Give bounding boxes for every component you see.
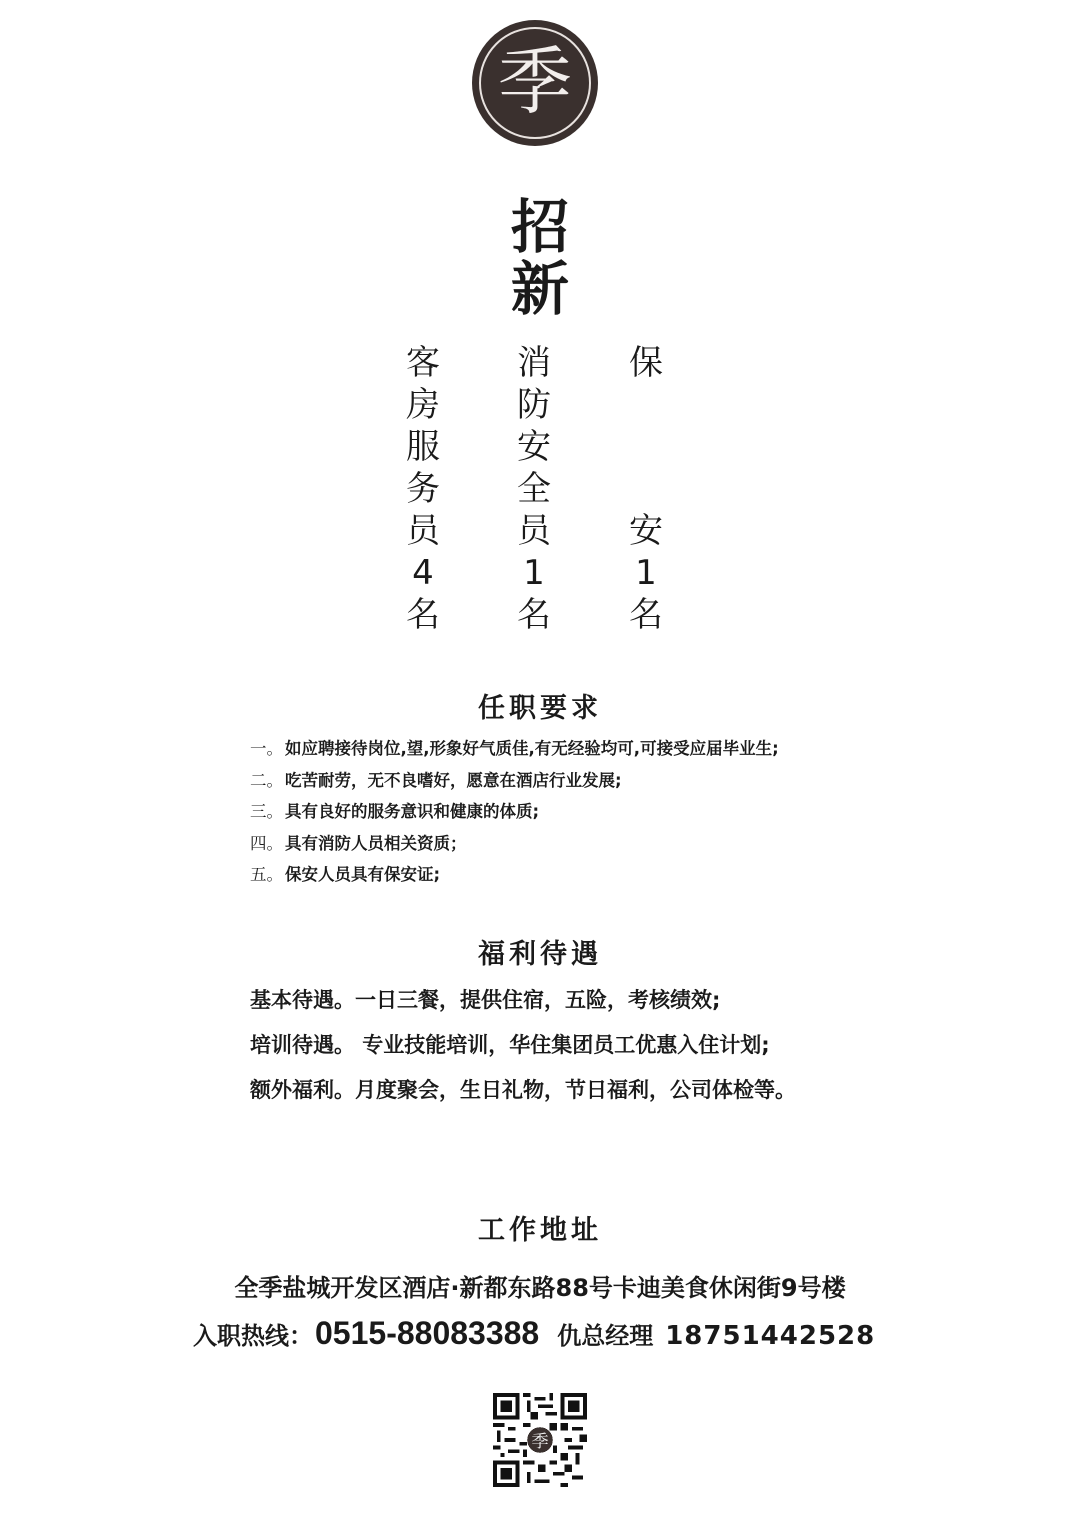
benefits-list xyxy=(250,983,796,1118)
position-count: 1 xyxy=(523,553,545,593)
requirement-item: 四。 具有消防人员相关资质； xyxy=(250,833,467,853)
position-housekeeping: 客 房 服 务 员 4 名 xyxy=(393,342,453,636)
contact-line xyxy=(193,1315,875,1352)
address-text: 全季盐城开发区酒店·新都东路88号卡迪美食休闲街9号楼 xyxy=(234,1274,846,1302)
manager-name: 仇总经理 xyxy=(557,1322,654,1350)
requirement-item: 二。 吃苦耐劳，无不良嗜好，愿意在酒店行业发展; xyxy=(250,770,622,790)
svg-text:季: 季 xyxy=(531,1431,549,1452)
benefit-item: 培训待遇。 专业技能培训，华住集团员工优惠入住计划; xyxy=(250,1033,770,1057)
address-heading: 工作地址 xyxy=(478,1215,602,1246)
benefits-heading: 福利待遇 xyxy=(478,939,602,970)
hotline-label: 入职热线： xyxy=(193,1322,313,1350)
requirement-item: 五。 保安人员具有保安证; xyxy=(250,865,441,884)
requirement-item: 一。 如应聘接待岗位,望,形象好气质佳,有无经验均可,可接受应届毕业生; xyxy=(250,739,779,758)
requirement-item: 三。 具有良好的服务意识和健康的体质; xyxy=(250,802,540,821)
benefit-item: 额外福利。月度聚会，生日礼物，节日福利，公司体检等。 xyxy=(250,1078,796,1102)
page-title-line-2: 新 xyxy=(510,255,569,323)
requirements-heading: 任职要求 xyxy=(478,693,602,724)
position-count: 1 xyxy=(635,553,657,593)
page-title-line-1: 招 xyxy=(510,193,569,261)
position-security: 保 安 1 名 xyxy=(616,342,676,636)
brand-logo xyxy=(474,22,596,144)
benefit-item: 基本待遇。一日三餐，提供住宿，五险，考核绩效; xyxy=(250,988,721,1012)
manager-mobile[interactable]: 18751442528 xyxy=(665,1321,876,1351)
position-fire-safety: 消 防 安 全 员 1 名 xyxy=(504,342,564,636)
hotline-number[interactable]: 0515-88083388 xyxy=(315,1315,540,1351)
qr-code-icon[interactable] xyxy=(493,1393,587,1487)
position-count: 4 xyxy=(412,553,434,593)
requirements-list xyxy=(250,733,779,891)
logo-glyph: 季 xyxy=(498,39,572,125)
